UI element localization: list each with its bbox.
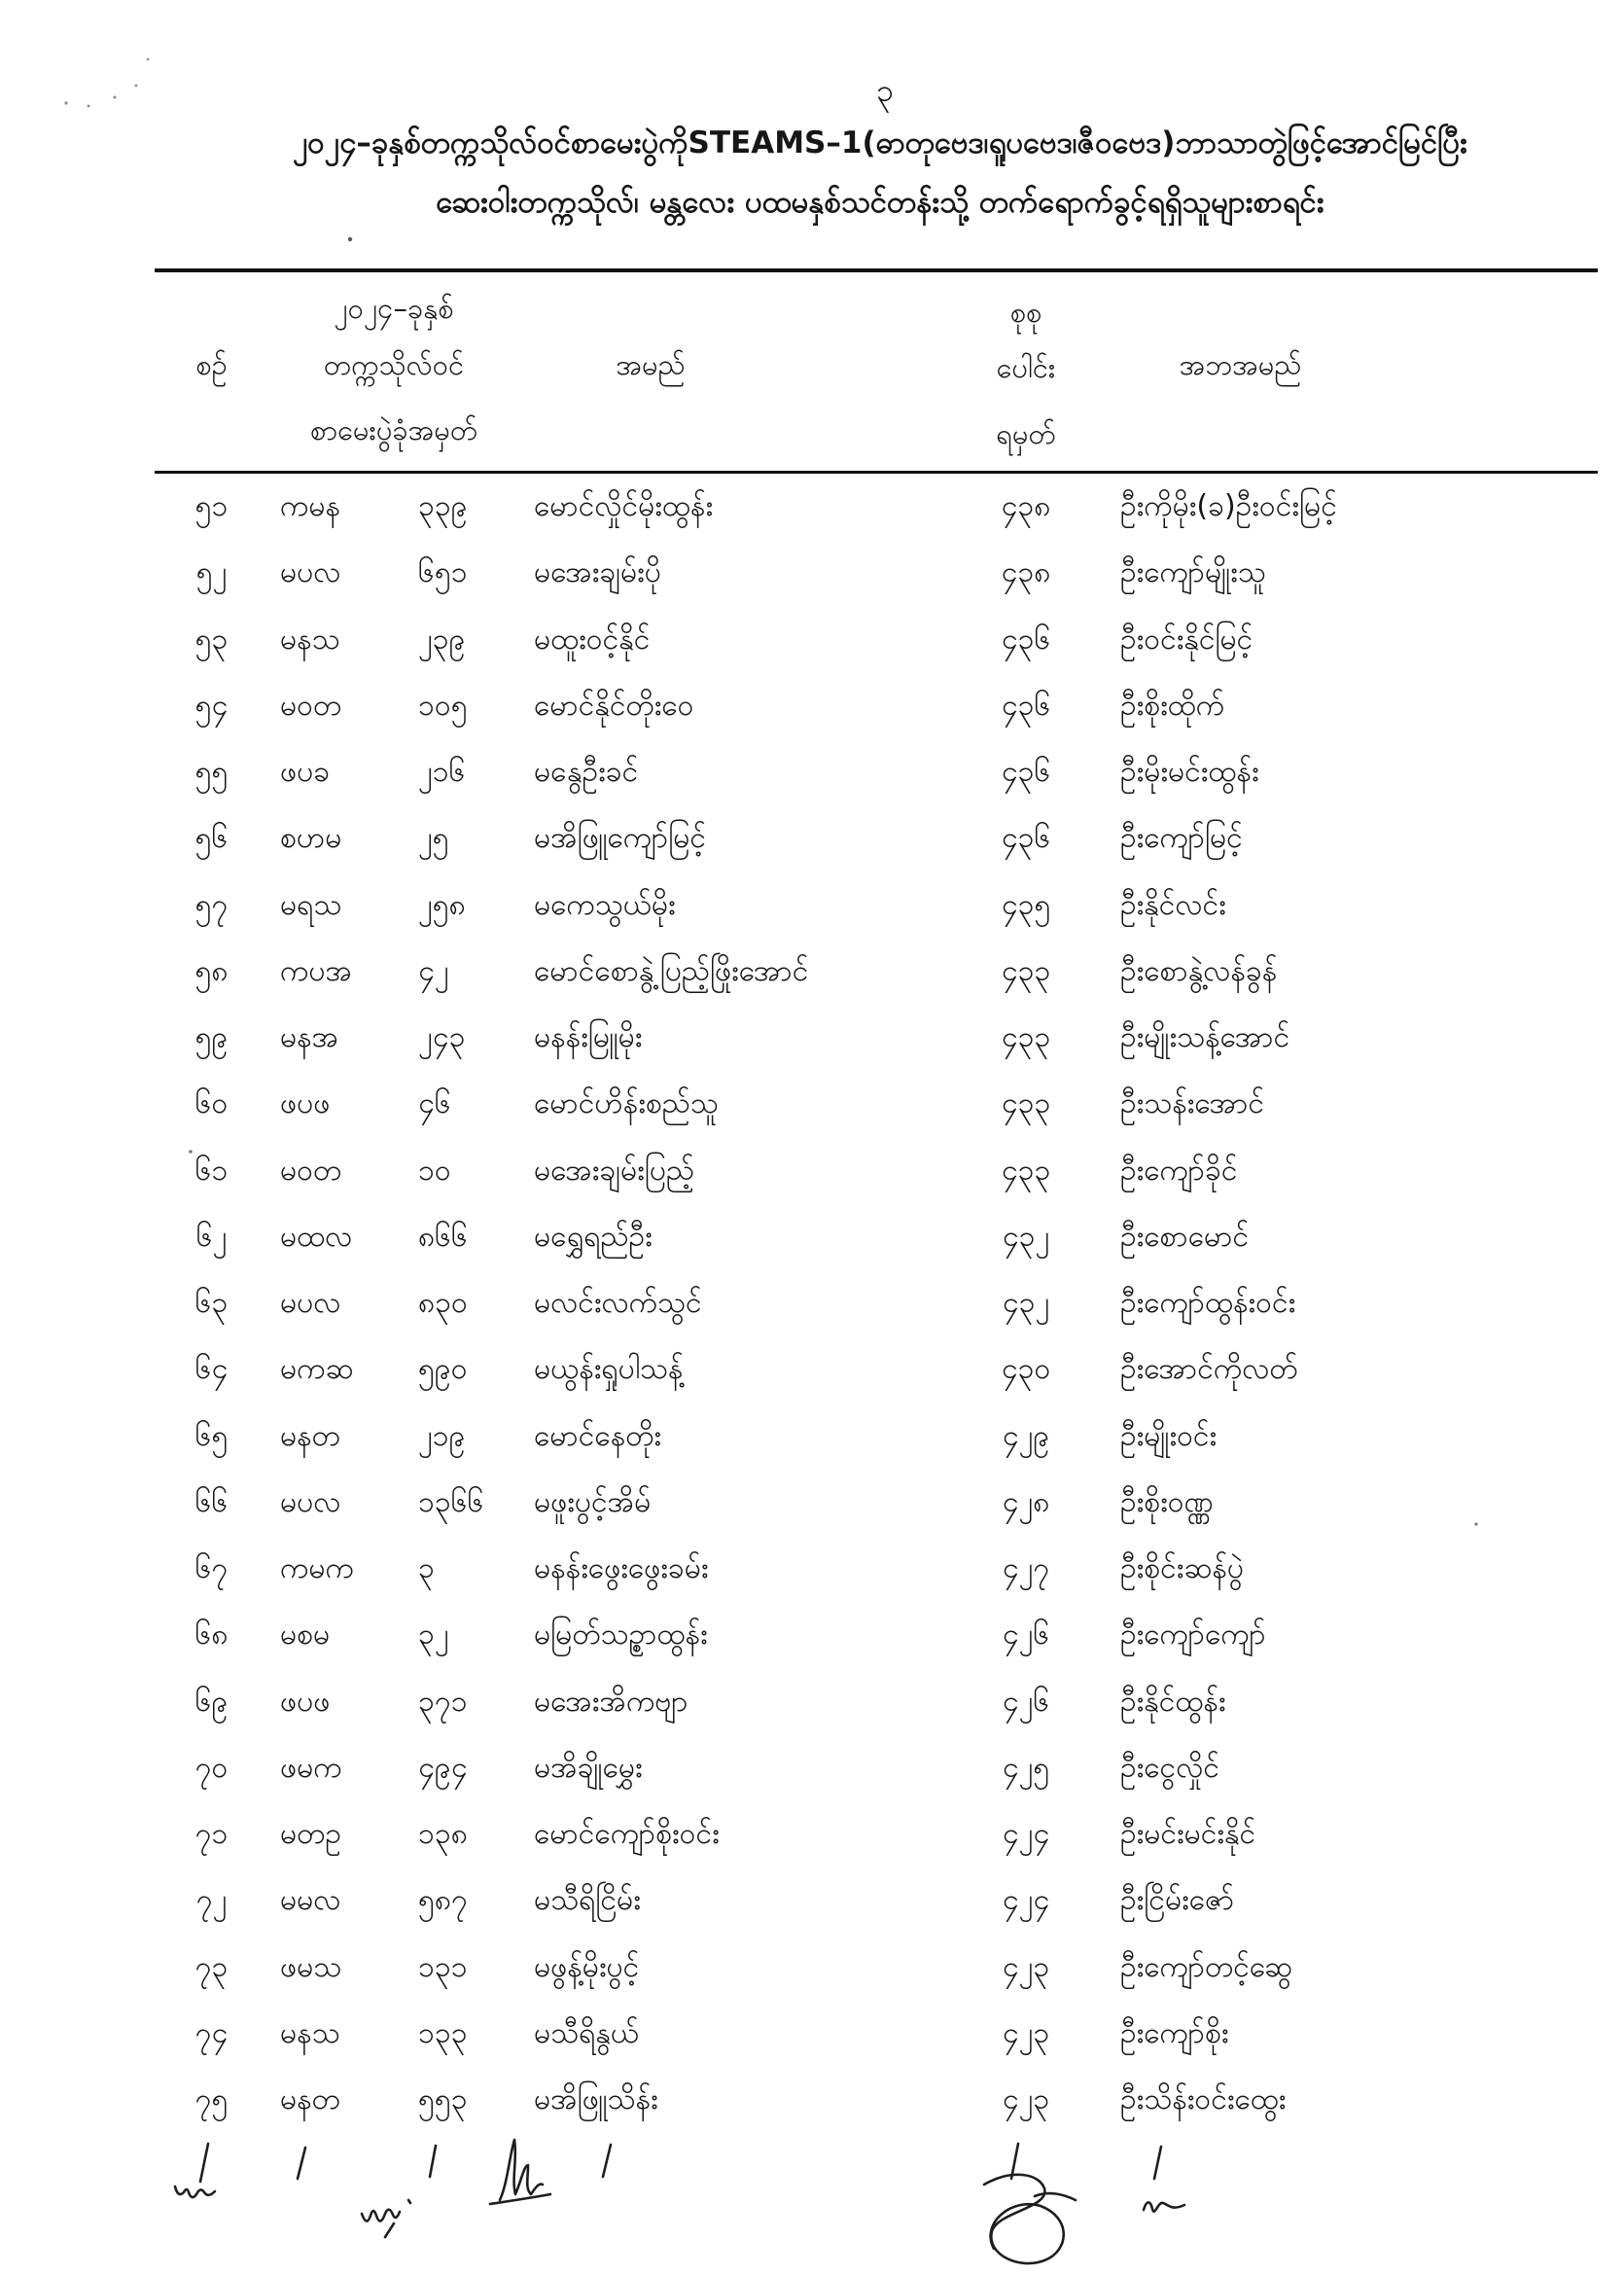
table-row <box>0 1081 1624 1127</box>
exam-center-code-cell: မထလ <box>280 1219 353 1254</box>
table-row <box>0 882 1624 929</box>
header-total-line-3: ရမှတ် <box>996 417 1056 450</box>
exam-center-code-cell: မနသ <box>280 622 340 657</box>
table-row <box>0 1745 1624 1792</box>
signature-mark <box>603 2145 611 2177</box>
student-name-cell: မသီရိနွယ် <box>534 2015 639 2050</box>
father-name-cell: ဦးမျိုးသန့်အောင် <box>1120 1020 1290 1054</box>
father-name-cell: ဦးနိုင်လင်း <box>1120 887 1226 922</box>
roll-number-cell: ၃ <box>418 1551 435 1585</box>
total-marks-cell: ၄၂၃ <box>1002 2015 1050 2050</box>
exam-center-code-cell: ဖပဖ <box>280 1684 331 1719</box>
document-title-line-2: ဆေးဝါးတက္ကသိုလ်၊ မန္တလေး ပထမနှစ်သင်တန်းသို့ တက်ရောက်ခွင့်ရရှိသူများစာရင်း <box>436 185 1324 220</box>
serial-number-cell: ၆၇ <box>194 1551 229 1585</box>
serial-number-cell: ၆၀ <box>194 1086 229 1121</box>
header-name: အမည် <box>616 348 686 381</box>
signature-mark <box>1144 2202 1184 2211</box>
total-marks-cell: ၄၂၉ <box>1002 1418 1050 1453</box>
table-row <box>0 550 1624 596</box>
exam-center-code-cell: မပလ <box>280 555 341 590</box>
exam-center-code-cell: မတဥ <box>280 1817 341 1851</box>
total-marks-cell: ၄၃၆ <box>1001 688 1051 723</box>
header-total-line-2: ပေါင်း <box>996 351 1056 384</box>
signature-mark <box>200 2144 208 2182</box>
serial-number-cell: ၅၈ <box>194 953 229 988</box>
exam-center-code-cell: မဝတ <box>280 1153 342 1188</box>
roll-number-cell: ၄၆ <box>418 1086 451 1121</box>
serial-number-cell: ၅၃ <box>194 622 229 657</box>
table-row <box>0 2010 1624 2057</box>
student-name-cell: မောင်နေတိုး <box>534 1418 662 1453</box>
roll-number-cell: ၂၅၈ <box>418 887 466 922</box>
exam-center-code-cell: ဖမသ <box>280 1949 342 1984</box>
table-row <box>0 1944 1624 1991</box>
roll-number-cell: ၁၃၁ <box>418 1949 468 1984</box>
roll-number-cell: ၁၀၅ <box>418 688 468 723</box>
student-name-cell: မအေးချမ်းပို <box>534 555 661 590</box>
exam-center-code-cell: ဖမက <box>280 1750 342 1785</box>
father-name-cell: ဦးမင်းမင်းနိုင် <box>1120 1817 1256 1851</box>
roll-number-cell: ၃၂ <box>418 1617 449 1653</box>
student-name-cell: မောင်စောနွဲ့ပြည့်ဖြိုးအောင် <box>534 953 809 988</box>
roll-number-cell: ၂၁၉ <box>418 1418 466 1453</box>
roll-number-cell: ၂၁၆ <box>418 755 466 789</box>
serial-number-cell: ၅၆ <box>194 821 229 856</box>
table-row <box>0 683 1624 729</box>
total-marks-cell: ၄၂၇ <box>1002 1551 1050 1585</box>
roll-number-cell: ၂၃၉ <box>418 622 466 657</box>
roll-number-cell: ၁၀ <box>418 1153 451 1188</box>
document-title-line-1: ၂၀၂၄–ခုနှစ်တက္ကသိုလ်ဝင်စာမေးပွဲကိုSTEAMS–1(ဓာတုဗေဒ၊ရူပဗေဒ၊ဇီဝဗေဒ)ဘာသာတွဲဖြင့်အောင်မြင်ပြီး <box>293 125 1467 160</box>
table-row <box>0 1280 1624 1327</box>
exam-center-code-cell: ဖပဖ <box>280 1086 331 1121</box>
student-name-cell: မအိဖြူကျော်မြင့် <box>534 821 707 856</box>
student-name-cell: မနွေဦးခင် <box>534 755 639 789</box>
table-row <box>0 1413 1624 1460</box>
student-name-cell: မရွှေရည်ဦး <box>534 1219 653 1254</box>
roll-number-cell: ၅၈၇ <box>418 1883 468 1918</box>
total-marks-cell: ၄၂၆ <box>1002 1684 1050 1719</box>
father-name-cell: ဦးနိုင်ထွန်း <box>1120 1684 1226 1719</box>
father-name-cell: ဦးဝင်းနိုင်မြင့် <box>1120 622 1253 657</box>
father-name-cell: ဦးမျိုးဝင်း <box>1120 1418 1218 1453</box>
total-marks-cell: ၄၃၂ <box>1002 1286 1050 1320</box>
table-row <box>0 1546 1624 1592</box>
roll-number-cell: ၂၅ <box>418 821 449 856</box>
serial-number-cell: ၆၄ <box>194 1352 229 1387</box>
student-name-cell: မကေသွယ်မိုး <box>534 887 676 922</box>
table-row <box>0 1479 1624 1526</box>
roll-number-cell: ၅၉၀ <box>418 1352 468 1387</box>
student-name-cell: မဖူးပွင့်အိမ် <box>534 1484 652 1519</box>
signature-mark <box>298 2148 305 2179</box>
exam-center-code-cell: ကမန <box>280 489 341 523</box>
exam-center-code-cell: မပလ <box>280 1484 341 1519</box>
table-row <box>0 815 1624 862</box>
exam-center-code-cell: မရသ <box>280 887 342 922</box>
header-exam-roll-line-3: စာမေးပွဲခုံအမှတ် <box>309 413 478 446</box>
header-exam-roll-line-1: ၂၀၂၄–ခုနှစ် <box>334 292 454 325</box>
table-row <box>0 1811 1624 1858</box>
student-name-cell: မောင်လှိုင်မိုးထွန်း <box>534 489 714 523</box>
exam-center-code-cell: မနသ <box>280 2015 340 2050</box>
total-marks-cell: ၄၂၃ <box>1002 2082 1050 2116</box>
total-marks-cell: ၄၃၆ <box>1001 755 1051 789</box>
serial-number-cell: ၅၇ <box>194 887 229 922</box>
signature-mark <box>490 2140 550 2204</box>
serial-number-cell: ၆၉ <box>194 1684 229 1719</box>
serial-number-cell: ၇၀ <box>194 1750 229 1785</box>
serial-number-cell: ၆၁ <box>194 1153 229 1188</box>
header-total-line-1: စုစု <box>1009 296 1042 329</box>
student-name-cell: မအေးချမ်းပြည့် <box>534 1153 694 1188</box>
father-name-cell: ဦးကျော်မြင့် <box>1120 821 1243 856</box>
serial-number-cell: ၅၄ <box>194 688 229 723</box>
father-name-cell: ဦးကျော်မျိုးသူ <box>1120 555 1266 590</box>
roll-number-cell: ၄၉၄ <box>418 1750 468 1785</box>
father-name-cell: ဦးကျော်ကျော် <box>1120 1617 1266 1653</box>
page-number: ၃ <box>876 72 894 109</box>
student-name-cell: မထူးဝင့်နိုင် <box>534 622 651 657</box>
table-row <box>0 1346 1624 1393</box>
serial-number-cell: ၇၅ <box>194 2082 229 2116</box>
roll-number-cell: ၃၃၉ <box>418 489 468 523</box>
header-exam-roll-line-2: တက္ကသိုလ်ဝင် <box>323 348 465 381</box>
signature-mark <box>175 2186 215 2197</box>
exam-center-code-cell: ဖပခ <box>280 755 331 789</box>
exam-center-code-cell: ကမက <box>280 1551 354 1585</box>
total-marks-cell: ၄၃၃ <box>1001 1086 1051 1121</box>
table-row <box>0 1877 1624 1924</box>
exam-center-code-cell: စဟမ <box>280 821 342 856</box>
total-marks-cell: ၄၃၅ <box>1001 887 1051 922</box>
exam-center-code-cell: မပလ <box>280 1286 341 1320</box>
exam-center-code-cell: မကဆ <box>280 1352 354 1387</box>
signature-mark <box>362 2200 410 2237</box>
total-marks-cell: ၄၂၅ <box>1002 1750 1050 1785</box>
roll-number-cell: ၁၃၈ <box>418 1817 468 1851</box>
table-header-rule <box>155 471 1598 474</box>
table-row <box>0 2077 1624 2123</box>
exam-center-code-cell: မစမ <box>280 1617 331 1653</box>
total-marks-cell: ၄၃၃ <box>1001 1153 1051 1188</box>
serial-number-cell: ၅၉ <box>194 1020 229 1054</box>
exam-center-code-cell: မနအ <box>280 1020 339 1054</box>
father-name-cell: ဦးကျော်ထွန်းဝင်း <box>1120 1286 1296 1320</box>
roll-number-cell: ၂၄၃ <box>418 1020 466 1054</box>
table-row <box>0 1014 1624 1061</box>
serial-number-cell: ၆၈ <box>194 1617 229 1653</box>
table-row <box>0 617 1624 663</box>
roll-number-cell: ၆၅၁ <box>418 555 468 590</box>
table-top-rule <box>155 268 1598 272</box>
header-father-name: အဘအမည် <box>1179 348 1302 381</box>
table-row <box>0 1214 1624 1261</box>
table-row <box>0 948 1624 995</box>
father-name-cell: ဦးကျော်တင့်ဆွေ <box>1120 1949 1292 1984</box>
roll-number-cell: ၅၅၃ <box>418 2082 468 2116</box>
total-marks-cell: ၄၃၈ <box>1001 489 1051 523</box>
total-marks-cell: ၄၃၆ <box>1001 821 1051 856</box>
student-name-cell: မလင်းလက်သွင် <box>534 1286 702 1320</box>
total-marks-cell: ၄၂၃ <box>1002 1949 1050 1984</box>
student-name-cell: မအေးအိကဗျာ <box>534 1684 688 1719</box>
serial-number-cell: ၅၁ <box>194 489 229 523</box>
student-name-cell: မအိဖြူသိန်း <box>534 2082 658 2116</box>
total-marks-cell: ၄၂၆ <box>1002 1617 1050 1653</box>
student-name-cell: မောင်ကျော်စိုးဝင်း <box>534 1817 720 1851</box>
serial-number-cell: ၇၃ <box>194 1949 229 1984</box>
table-row <box>0 483 1624 530</box>
father-name-cell: ဦးအောင်ကိုလတ် <box>1120 1352 1298 1387</box>
student-name-cell: မသီရိငြိမ်း <box>534 1883 641 1918</box>
student-name-cell: မောင်ဟိန်းစည်သူ <box>534 1086 719 1121</box>
father-name-cell: ဦးငြိမ်းဇော် <box>1120 1883 1235 1918</box>
father-name-cell: ဦးမိုးမင်းထွန်း <box>1120 755 1259 789</box>
roll-number-cell: ၈၆၆ <box>418 1219 468 1254</box>
father-name-cell: ဦးငွေလှိုင် <box>1120 1750 1219 1785</box>
serial-number-cell: ၆၂ <box>195 1219 228 1254</box>
roll-number-cell: ၄၂ <box>418 953 449 988</box>
total-marks-cell: ၄၂၈ <box>1002 1484 1050 1519</box>
father-name-cell: ဦးစောမောင် <box>1120 1219 1250 1254</box>
exam-center-code-cell: မနတ <box>280 1418 340 1453</box>
signature-mark <box>984 2144 1076 2263</box>
total-marks-cell: ၄၃၈ <box>1001 555 1051 590</box>
table-row <box>0 1148 1624 1194</box>
student-name-cell: မယွန်းရှုပါသန့် <box>534 1352 684 1387</box>
table-row <box>0 749 1624 796</box>
exam-center-code-cell: ကပအ <box>280 953 353 988</box>
roll-number-cell: ၃၇၁ <box>418 1684 468 1719</box>
student-name-cell: မမြတ်သဉ္စာထွန်း <box>534 1617 708 1653</box>
total-marks-cell: ၄၃၂ <box>1002 1219 1050 1254</box>
father-name-cell: ဦးကျော်စိုး <box>1120 2015 1229 2050</box>
exam-center-code-cell: မမလ <box>280 1883 341 1918</box>
student-name-cell: မနန်းဖွေးဖွေးခမ်း <box>534 1551 709 1585</box>
roll-number-cell: ၁၃၆၆ <box>418 1484 484 1519</box>
roll-number-cell: ၁၃၃ <box>418 2015 468 2050</box>
father-name-cell: ဦးကိုမိုး(ခ)ဦးဝင်းမြင့် <box>1120 489 1337 523</box>
student-name-cell: မဖွန့်မိုးပွင့် <box>534 1949 640 1984</box>
student-name-cell: မနန်းမြူမိုး <box>534 1020 643 1054</box>
exam-center-code-cell: မဝတ <box>280 688 342 723</box>
signature-mark <box>1154 2147 1161 2179</box>
father-name-cell: ဦးစောနွဲ့လန်ခွန် <box>1120 953 1278 988</box>
serial-number-cell: ၇၄ <box>194 2015 229 2050</box>
exam-center-code-cell: မနတ <box>280 2082 340 2116</box>
serial-number-cell: ၇၂ <box>195 1883 228 1918</box>
father-name-cell: ဦးသန်းအောင် <box>1120 1086 1265 1121</box>
total-marks-cell: ၄၂၄ <box>1002 1883 1050 1918</box>
serial-number-cell: ၇၁ <box>194 1817 229 1851</box>
signature-mark <box>430 2146 436 2177</box>
total-marks-cell: ၄၂၄ <box>1002 1817 1050 1851</box>
serial-number-cell: ၅၂ <box>195 555 228 590</box>
father-name-cell: ဦးသိန်းဝင်းထွေး <box>1120 2082 1287 2116</box>
total-marks-cell: ၄၃၃ <box>1001 953 1051 988</box>
total-marks-cell: ၄၃၆ <box>1001 622 1051 657</box>
father-name-cell: ဦးကျော်ခိုင် <box>1120 1153 1238 1188</box>
father-name-cell: ဦးစိုးဝဏ္ဏ <box>1120 1484 1214 1519</box>
student-name-cell: မောင်နိုင်တိုးဝေ <box>534 688 694 723</box>
father-name-cell: ဦးစိုင်းဆန်ပွဲ <box>1120 1551 1245 1585</box>
serial-number-cell: ၆၅ <box>194 1418 229 1453</box>
header-serial: စဉ် <box>195 348 228 381</box>
table-row <box>0 1679 1624 1725</box>
serial-number-cell: ၆၆ <box>194 1484 229 1519</box>
student-name-cell: မအိချိုမွှေး <box>534 1750 643 1785</box>
total-marks-cell: ၄၃၃ <box>1001 1020 1051 1054</box>
roll-number-cell: ၈၃၀ <box>418 1286 468 1320</box>
father-name-cell: ဦးစိုးထိုက် <box>1120 688 1225 723</box>
total-marks-cell: ၄၃၀ <box>1001 1352 1051 1387</box>
serial-number-cell: ၆၃ <box>194 1286 229 1320</box>
table-row <box>0 1612 1624 1658</box>
serial-number-cell: ၅၅ <box>194 755 229 789</box>
